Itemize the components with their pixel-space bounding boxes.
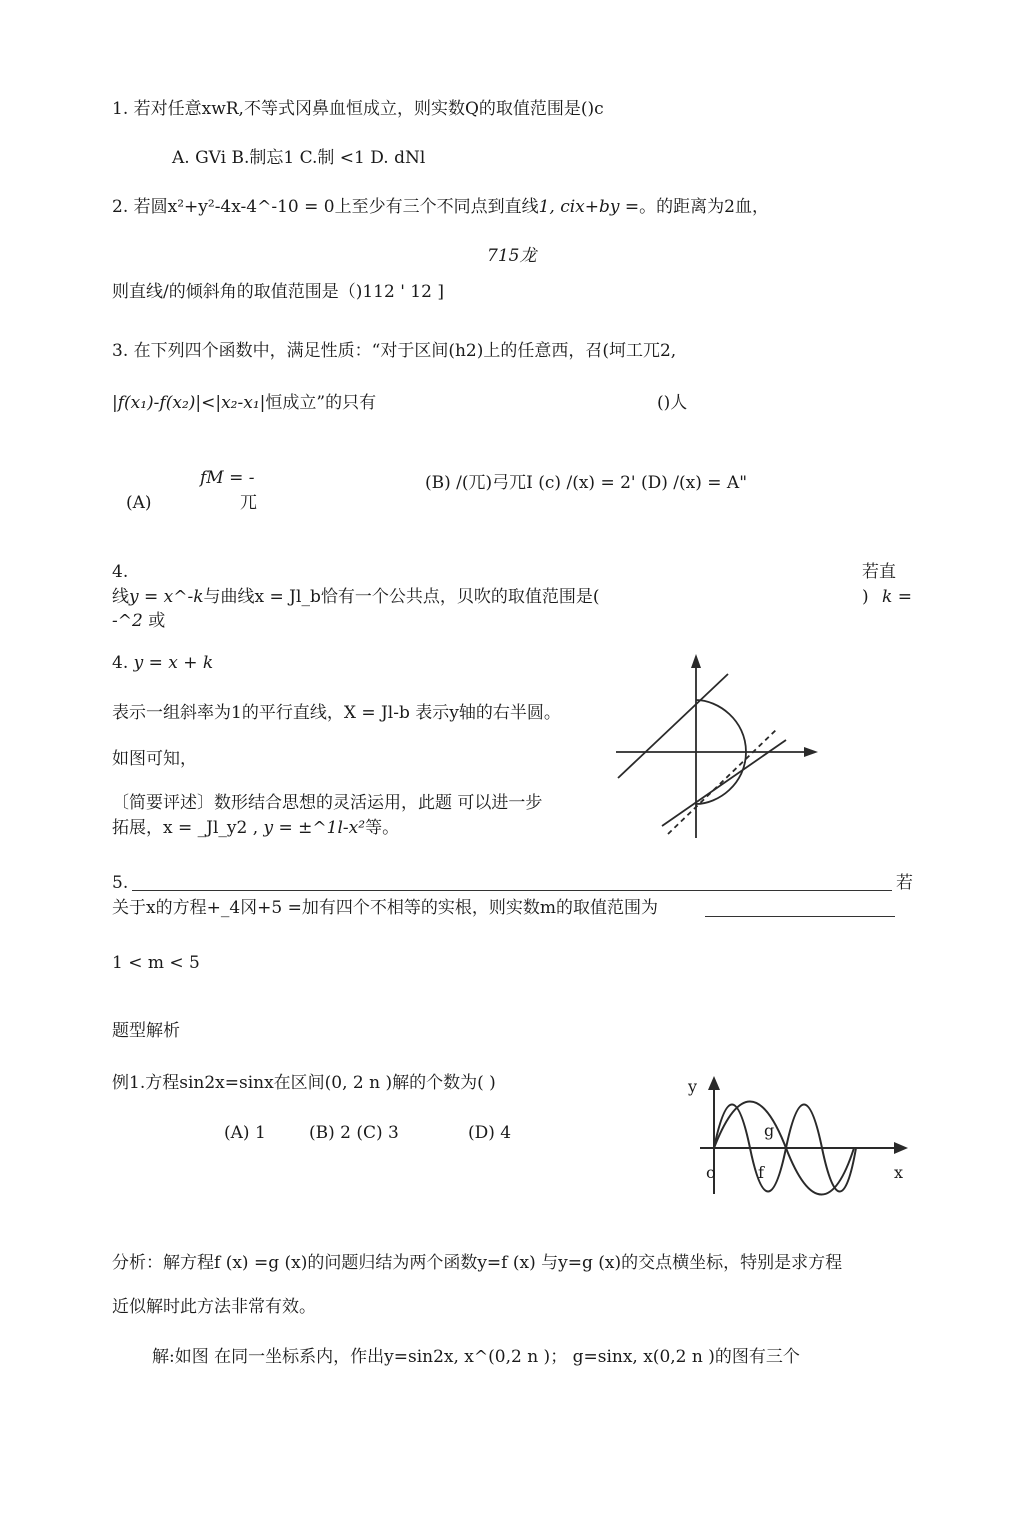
q2-text xyxy=(112,198,769,218)
q5-number: 5. xyxy=(112,873,129,893)
q5-right-text: 若 xyxy=(896,873,913,893)
example-1-option-d: (D) 4 xyxy=(468,1123,512,1143)
q4-main-tail: 与曲线x = Jl_b恰有一个公共点，贝吹的取值范围是( xyxy=(203,587,600,607)
q3-option-a-label: (A) xyxy=(126,493,152,513)
q3-option-a-func: fM = - xyxy=(200,468,255,488)
example-1-option-a: (A) 1 xyxy=(224,1123,266,1143)
s4-line-2: 如图可知， xyxy=(112,749,197,769)
q5-answer: 1 < m < 5 xyxy=(112,953,200,973)
section-title: 题型解析 xyxy=(112,1021,180,1041)
q2-text-tail: 。的距离为2血， xyxy=(639,197,769,217)
fig2-y-label: y xyxy=(688,1077,698,1096)
q5-text: 关于x的方程+_4冈+5 =加有四个不相等的实根，则实数m的取值范围为 xyxy=(112,898,658,918)
q4-paren-right: ) xyxy=(862,587,869,607)
solution-line: 解:如图 在同一坐标系内，作出y=sin2x, x^(0,2 n )； g=sinx, x(0,2 n )的图有三个 xyxy=(152,1347,800,1367)
fig1-x-arrow xyxy=(804,747,818,757)
q4-right-text: 若直 xyxy=(862,562,896,582)
q4-answer xyxy=(112,612,165,632)
example-1-option-bc: (B) 2 (C) 3 xyxy=(309,1123,399,1143)
s4-title xyxy=(112,654,213,674)
q4-k-equals: k = xyxy=(882,587,912,607)
q4-main-expr: y = x^-k xyxy=(129,587,204,607)
q3-option-a-denominator: 兀 xyxy=(240,493,257,513)
q3-text: 3. 在下列四个函数中，满足性质：“对于区间(h2)上的任意西，召(坷工兀2, xyxy=(112,341,677,361)
q4-number: 4. xyxy=(112,562,129,582)
figure-half-circle-lines xyxy=(610,648,830,848)
q5-underline-1 xyxy=(132,890,892,891)
fig2-x-label: x xyxy=(894,1163,904,1182)
fig2-x-arrow xyxy=(894,1142,908,1154)
s4-line-4 xyxy=(112,819,399,839)
fig1-line-lower xyxy=(662,740,786,826)
fig2-f-label: f xyxy=(758,1163,764,1182)
fig2-origin-label: o xyxy=(706,1163,716,1182)
q2-text-head: 2. 若圆x²+y²-4x-4^-10 = 0上至少有三个不同点到直线 xyxy=(112,197,539,217)
fig1-line-upper xyxy=(618,674,728,778)
s4-line-4a: 拓展，x = _Jl_y2 , xyxy=(112,818,259,838)
fig2-y-arrow xyxy=(708,1076,720,1090)
q3-condition xyxy=(112,394,376,414)
q2-answer: 715龙 xyxy=(487,246,537,266)
analysis-line-2: 近似解时此方法非常有效。 xyxy=(112,1297,316,1317)
s4-title-number: 4. xyxy=(112,653,129,673)
q3-condition-tail: 恒成立”的只有 xyxy=(265,393,377,413)
q4-main-head: 线 xyxy=(112,587,129,607)
s4-line-4c: 等。 xyxy=(365,818,400,838)
s4-line-4b: y = ±^1l-x² xyxy=(263,818,366,838)
analysis-line-1: 分析：解方程f (x) =g (x)的问题归结为两个函数y=f (x) 与y=g (x)的交点横坐标，特别是求方程 xyxy=(112,1253,843,1273)
q1-text: 1. 若对任意xwR,不等式冈鼻血恒成立，则实数Q的取值范围是()c xyxy=(112,99,604,119)
q4-answer-or: 或 xyxy=(148,611,166,631)
q3-answer: ()人 xyxy=(657,393,688,413)
fig1-y-arrow xyxy=(691,654,701,668)
s4-line-1: 表示一组斜率为1的平行直线，X = Jl-b 表示y轴的右半圆。 xyxy=(112,703,561,723)
q5-underline-2 xyxy=(705,916,895,917)
fig2-g-label: g xyxy=(764,1121,775,1140)
s4-title-expr: y = x + k xyxy=(133,653,214,673)
q1-options: A. GVi B.制忘1 C.制 <1 D. dNl xyxy=(172,148,426,168)
q3-options-bcd: (B) /(兀)弓兀I (c) /(x) = 2' (D) /(x) = A" xyxy=(425,473,748,493)
fig1-line-dashed xyxy=(668,728,778,834)
q4-answer-expr: -^2 xyxy=(112,611,143,631)
q2-line-expr: 1, cix+by = xyxy=(538,197,640,217)
q2-continuation: 则直线/的倾斜角的取值范围是（)112 ' 12 ] xyxy=(112,282,444,302)
s4-line-3: 〔简要评述〕数形结合思想的灵活运用，此题 可以进一步 xyxy=(112,793,543,813)
q4-main-text xyxy=(112,588,599,608)
q3-condition-expr: |f(x₁)-f(x₂)|<|x₂-x₁| xyxy=(112,393,266,413)
figure-sine-curves xyxy=(680,1072,920,1202)
example-1: 例1.方程sin2x=sinx在区间(0, 2 n )解的个数为( ) xyxy=(112,1073,496,1093)
